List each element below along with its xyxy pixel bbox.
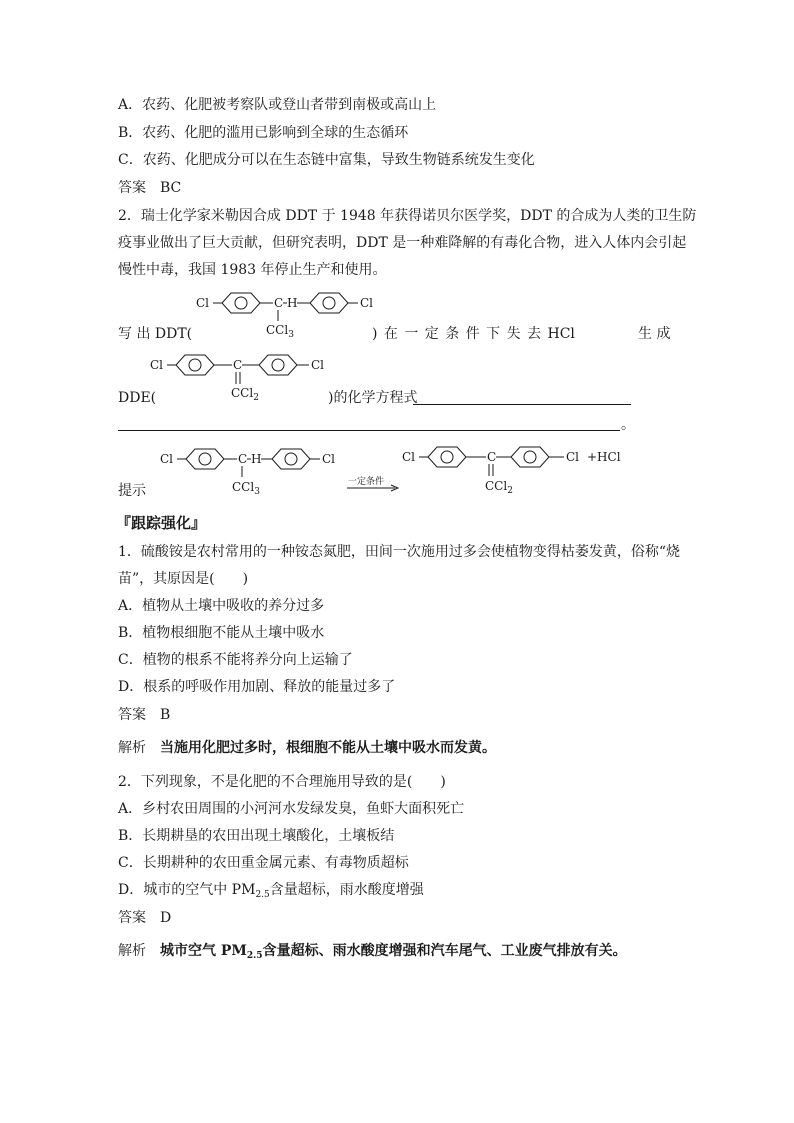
t2-option-d-sub: 2.5: [255, 890, 270, 900]
t2-analysis-post: 含量超标、雨水酸度增强和汽车尾气、工业废气排放有关。: [262, 943, 627, 959]
q2-line-3: 慢性中毒，我国 1983 年停止生产和使用。: [118, 262, 387, 278]
q2-line-2: 疫事业做出了巨大贡献，但研究表明，DDT 是一种难降解的有毒化合物，进入人体内会引起: [118, 235, 687, 251]
section-title: 『跟踪强化』: [116, 514, 207, 532]
answer-row: [118, 179, 181, 197]
t2-analysis-pre: 城市空气 PM: [160, 943, 247, 959]
hint-dde-c: C: [487, 450, 497, 464]
ddt-ch: C: [274, 296, 284, 310]
t2-analysis-sub: 2.5: [246, 951, 263, 961]
t1-option-b: B．植物根细胞不能从土壤中吸水: [118, 625, 325, 641]
write-ddt-mid: ) 在 一 定 条 件 下 失 去 HCl: [372, 326, 575, 342]
write-ddt-suffix: 生 成: [638, 326, 671, 342]
t2-option-d-pre: D．城市的空气中 PM: [118, 882, 256, 898]
ddt-cl-left: Cl: [196, 296, 210, 310]
dde-ccl2: CCl$_2$: [231, 386, 259, 403]
hint-reaction: [160, 447, 621, 497]
t2-option-c: C．长期耕种的农田重金属元素、有毒物质超标: [118, 855, 409, 871]
hint-dde-ccl2: CCl$_2$: [485, 479, 513, 496]
write-ddt-prefix: 写 出 DDT(: [118, 326, 193, 342]
t2-line-1: 2．下列现象，不是化肥的不合理施用导致的是( ): [118, 774, 446, 790]
t1-analysis-row: [118, 739, 496, 757]
t1-analysis-label: 解析: [118, 740, 146, 756]
end-mark: 。: [621, 417, 635, 433]
dde-cl-left: Cl: [150, 358, 164, 372]
answer-blank-2[interactable]: [118, 430, 620, 431]
ddt-h: H: [287, 296, 298, 310]
t1-answer-value: B: [160, 707, 171, 723]
t2-analysis-row: [118, 942, 627, 960]
reaction-condition: 一定条件: [348, 477, 385, 487]
q2-line-1: 2．瑞士化学家米勒因合成 DDT 于 1948 年获得诺贝尔医学奖，DDT 的合成为人类的卫生防: [118, 208, 697, 224]
t2-option-d: [118, 881, 424, 899]
dde-suffix: )的化学方程式: [328, 390, 418, 406]
option-c: C．农药、化肥成分可以在生态链中富集，导致生物链系统发生变化: [118, 152, 535, 168]
hint-ddt-ccl3: CCl$_3$: [232, 480, 260, 497]
ddt-ccl3: CCl$_3$: [266, 323, 294, 340]
hint-ddt-cl-right: Cl: [322, 452, 336, 466]
t1-option-c: C．植物的根系不能将养分向上运输了: [118, 652, 353, 668]
plus-hcl: +HCl: [587, 450, 621, 464]
t2-option-a: A．乡村农田周围的小河河水发绿发臭，鱼虾大面积死亡: [118, 801, 465, 817]
hint-ddt-cl-left: Cl: [160, 452, 174, 466]
option-a: A．农药、化肥被考察队或登山者带到南极或高山上: [118, 97, 437, 113]
hint-dde-cl-right: Cl: [566, 450, 580, 464]
dde-prefix: DDE(: [118, 390, 157, 406]
ddt-structure: [196, 293, 373, 340]
answer-value: BC: [160, 180, 182, 196]
hint-label: 提示: [118, 483, 146, 499]
dde-c: C: [233, 358, 243, 372]
ddt-cl-right: Cl: [360, 296, 374, 310]
answer-label: 答案: [118, 180, 146, 196]
t1-line-2: 苗”，其原因是( ): [118, 571, 249, 587]
t2-analysis-label: 解析: [118, 943, 146, 959]
answer-blank-1[interactable]: [413, 404, 631, 405]
t1-answer-label: 答案: [118, 707, 146, 723]
t1-option-a: A．植物从土壤中吸收的养分过多: [118, 598, 325, 614]
t1-line-1: 1．硫酸铵是农村常用的一种铵态氮肥，田间一次施用过多会使植物变得枯萎发黄，俗称“烧: [118, 544, 681, 560]
dde-cl-right: Cl: [311, 358, 325, 372]
t2-answer-row: [118, 909, 171, 927]
t2-option-d-post: 含量超标，雨水酸度增强: [269, 882, 424, 898]
hint-ddt-h: H: [251, 452, 262, 466]
t1-option-d: D．根系的呼吸作用加剧、释放的能量过多了: [118, 679, 396, 695]
dde-structure: [150, 355, 324, 403]
t2-answer-label: 答案: [118, 910, 146, 926]
hint-dde-cl-left: Cl: [402, 450, 416, 464]
t1-answer-row: [118, 706, 170, 724]
hint-ddt-c: C: [238, 452, 248, 466]
t2-answer-value: D: [160, 910, 172, 926]
t1-analysis-text: 当施用化肥过多时，根细胞不能从土壤中吸水而发黄。: [160, 740, 496, 756]
option-b: B．农药、化肥的滥用已影响到全球的生态循环: [118, 125, 409, 141]
t2-option-b: B．长期耕垦的农田出现土壤酸化，土壤板结: [118, 828, 395, 844]
